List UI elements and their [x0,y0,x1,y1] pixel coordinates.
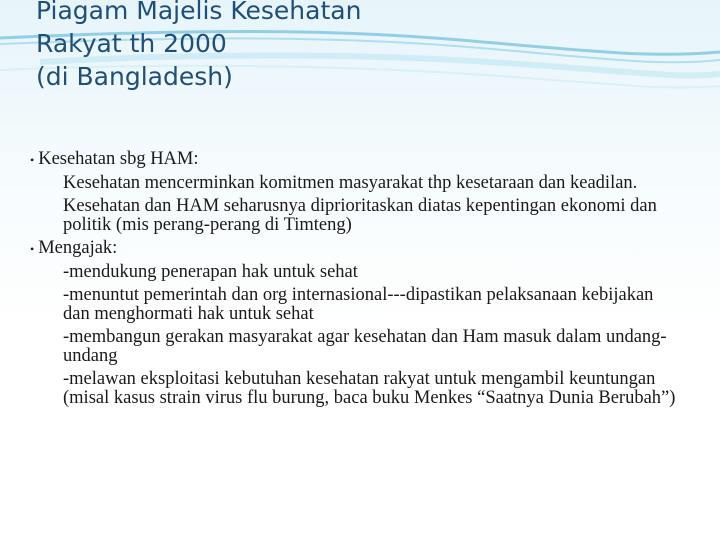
bullet-icon: • [30,242,35,256]
bullet-section-kesehatan [30,150,680,235]
slide-title [36,0,636,93]
title-line-3: (di Bangladesh) [36,62,233,91]
sub-item: -menuntut pemerintah dan org internasional---dipastikan pelaksanaan kebijakan dan menghormati hak untuk sehat [63,285,654,324]
sub-item: Kesehatan dan HAM seharusnya diprioritaskan diatas kepentingan ekonomi dan politik (mis perang-perang di Timteng) [63,196,657,235]
slide-body [30,150,680,412]
bullet-heading: Mengajak: [38,238,118,258]
sub-item: -mendukung penerapan hak untuk sehat [63,262,358,282]
bullet-icon: • [30,153,35,167]
bullet-heading: Kesehatan sbg HAM: [38,149,199,169]
sub-item: -melawan eksploitasi kebutuhan kesehatan rakyat untuk mengambil keuntungan (misal kasus strain virus flu burung, baca buku Menkes “Saatnya Dunia Berubah”) [63,369,676,408]
sub-item: Kesehatan mencerminkan komitmen masyarakat thp kesetaraan dan keadilan. [63,173,638,193]
sub-item: -membangun gerakan masyarakat agar kesehatan dan Ham masuk dalam undang-undang [63,327,667,366]
bullet-section-mengajak [30,239,680,408]
title-line-1: Piagam Majelis Kesehatan [36,0,362,25]
title-line-2: Rakyat th 2000 [36,29,227,58]
